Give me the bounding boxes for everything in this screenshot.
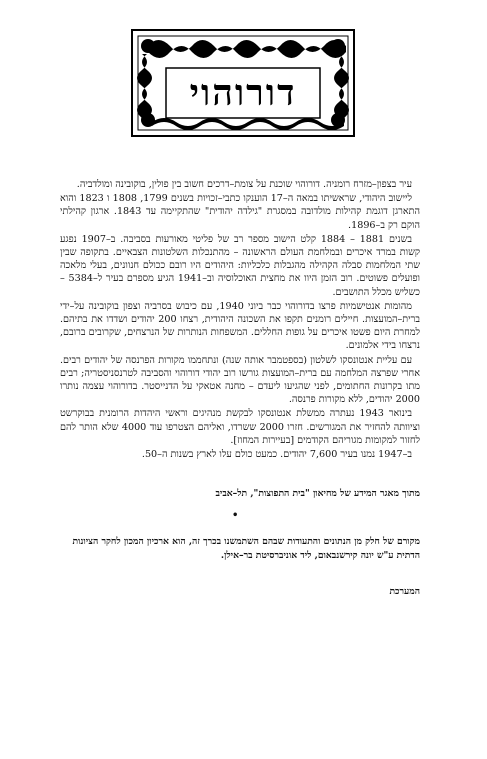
source-credit: מתוך מאגר המידע של מחיאון "בית התפוצות", תל–אביב	[215, 488, 420, 499]
article-body	[60, 178, 420, 462]
paragraph: עיר בצפון–מזרח רומניה. דורוהוי שוכנת על צומת–דרכים חשוב בין פולין, בוקובינה ומולדביה.	[76, 179, 412, 190]
paragraph: עם עליית אנטונסקו לשלטון (בספטמבר אותה שנה) ונתחממו מקורות הפרנסה של יהודים רבים. אחרי שפרצה המלחמה עם ברית–המועצות גורשו רוב יהודי דורוהוי והסביבה לטרנסניסטריה; רבים מתו בקרונות החתומים, לפני שהגיעו ליעדם – מחנה אטאקי על הדנייסטר. בדורוהוי עצמה נותרו 2000 יהודים, ללא מקורות פרנסה.	[60, 354, 420, 406]
bullet-separator: •	[232, 510, 239, 521]
paragraph: בשנים 1881 – 1884 קלט הישוב מספר רב של פליטי מאורעות בסביבה. ב–1907 נפגע קשות במרד איכרים ובמלחמת העולם הראשונה – מהתנכלות השלטונות הצבאיים. בתקופה שבין שתי המלחמות סבלה הקהילה מהגבלות כלכליות: היהודים היו רובם ככולם חנוונים, בעלי מלאכה ופועלים פשוטים. רוב הזמן היוו את מחצית האוכלוסיה וב–1941 הגיע מספרם בעיר ל–5384 – כשליש מכלל התושבים.	[60, 233, 421, 298]
title-box	[168, 70, 318, 116]
acknowledgement-text: מקורם של חלק מן הנתונים והתעודות שבהם השתמשנו בכרך זה, הוא ארכיון המכון לחקר הציונות הדתית ע"ש יונה קירשנבאום, ליד אוניברסיטת בר–אילן.	[72, 536, 420, 561]
paragraph: ליישוב היהודי, שראשיתו במאה ה–17 הוענקו כתבי–זכויות בשנים 1799, 1808 ו 1823 והוא התארגן דוגמת קהילות מולדובה במסגרת "גילדה יהודית" שהתקיימה עד 1843. ארגון קהילתי הוקם רק ב–1896.	[60, 193, 420, 231]
paragraph: מהומות אנטישמיות פרצו בדורוהוי כבר ביוני 1940, עם כיבוש בסרביה וצפון בוקובינה על–ידי ברית–המועצות. חיילים רומנים תקפו את השכונה היהודית, רצחו 200 יהודים ושדדו את בתיהם. למחרת היום פשטו איכרים על גופות החללים. המשפחות הנותרות של הנרצחים, שקרובים ברובם, נרצחו בידי אלמונים.	[60, 300, 420, 352]
page-title: דורוהוי	[189, 72, 297, 114]
paragraph: ב–1947 נמנו בעיר 7,600 יהודים. כמעט כולם עלו לארץ בשנות ה–50.	[141, 449, 412, 461]
editor-signature: המערכת	[389, 586, 420, 597]
paragraph: בינואר 1943 נעתרה ממשלת אנטונסקו לבקשת מנהיגים וראשי היהדות הרומנית בבוקרשט וציוותה להחזיר את המגורשים. חזרו 2000 ששרדו, ואליהם הצטרפו עוד 4000 שלא הותר להם לחזור למקומות מגוריהם הקודמים [בעיירות המחוז].	[60, 408, 421, 446]
